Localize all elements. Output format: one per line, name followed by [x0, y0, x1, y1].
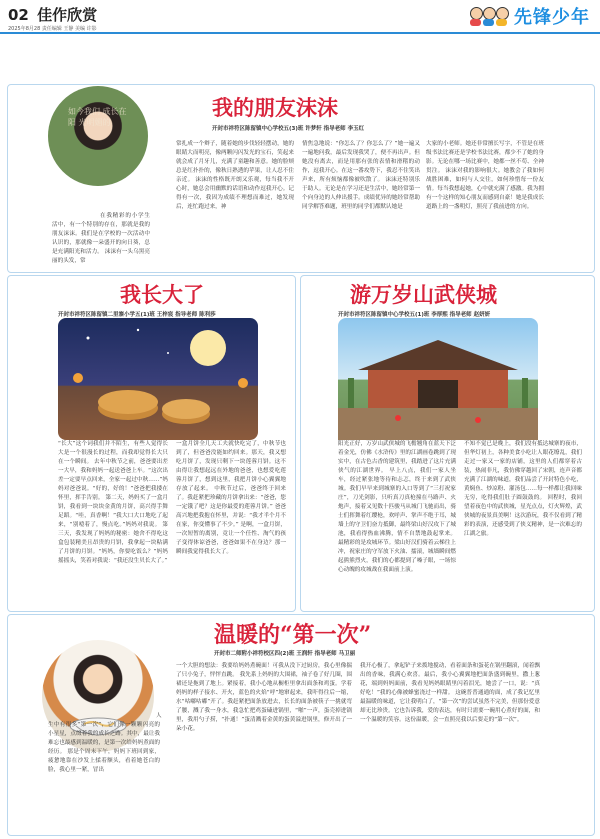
article-title: 温暖的“第一次”: [214, 622, 372, 648]
mooncake-illustration: [58, 318, 258, 440]
article-column: 大家的小老师。她还非常擅长写字，不管是在班级书法比赛还是学校书法比赛，都少不了她的身影。无论在哪一场比赛中，她都一丝不苟、全神贯注。 沫沫对我的影响很大。她教会了我如何战胜困难，如何与人交往，如何珍惜每一份友情。每当我想起她，心中就充满了感激。我为拥有一个这样的知心朋友而感到自豪！她是我成长道路上的一盏明灯，照亮了我前进的方向。: [426, 141, 544, 210]
brand-logo: [468, 3, 590, 29]
author-photo: [48, 86, 148, 186]
mooncake-icon: [58, 318, 258, 440]
article-column: 人生中有很多“第一次”，它们像一颗颗闪亮的小星星，点缀着我的成长之路。其中，最让我难忘也最感到温暖的，是第一次给妈妈煮面的经历。 那是个周末下午，妈妈下班回到家，疲惫地靠在沙发上揉着额头，看着她苍白的脸，我心里一紧，冒出: [48, 713, 162, 773]
article-byline: 开封市二师附小祥符校区四(2)班 王润轩 指导老师 马卫丽: [214, 651, 356, 657]
article-byline: 开封市祥符区陈留镇二里寨小学五(1)班 王梓宸 指导老师 陈利莎: [58, 312, 216, 318]
article-column: 一盒月饼全几天工夫就快吃完了，中秋节也到了，但爸爸没能如约回来。那天，我又想吃月饼了，发现只剩下一块莲蓉月饼。这不由得让我想起远在外地的爸爸，也想爱吃莲蓉月饼了，想到这里，我把月饼小心翼翼地存放了起来。 中秋节过后，爸爸终于回来了。我赶紧把珍藏的月饼拿出来：“爸爸，您一定饿了吧？这是你最爱的莲蓉月饼。” 爸爸高兴地把我抱在怀里，并说：“我才半个月不在家，你变懂事了不少。” 是啊，一盒月饼，一次短暂的离别，竟让一个任性、淘气的孩子变得体谅爸爸，爸爸如果不在身边？那一瞬间我觉得我长大了。: [176, 441, 286, 555]
article-title: 我的朋友沫沫: [212, 95, 338, 120]
article-byline: 开封市祥符区陈留镇中心学校五(1)班 李厚熙 指导老师 赵妍妍: [338, 312, 491, 318]
article-title: 我长大了: [120, 282, 204, 307]
article-column: 不知不觉已是晚上，我们没有抵达城寨的夜市，但华灯初上，各种美食小吃让人眼花缭乱，我们走过一家又一家的店铺，这里的人们都穿着古装，热闹非凡，我仿佛穿越回了宋朝，连声音都充满了江湖的味道，我们品尝了开封特色小吃，黄焖鱼、炒凉粉、灌汤包……每一样都让我回味无穷，吃得我们肚子圆鼓鼓的。 回程时，我回望着夜色中的武侠城，星光点点，灯火辉煌，武侠城的夜景真美啊！这次游玩，我不仅看到了精彩的表演，还感受到了侠义精神，是一次难忘的江湖之旅。: [464, 441, 582, 537]
photo-caption: 如今我们 成长在阳 光明媚的: [68, 107, 127, 127]
section-name: 佳作欣赏: [37, 6, 98, 24]
page-number: 02: [8, 6, 29, 24]
article-column: 常扎成一个辫子，随着她的步伐轻轻摆动，她的眼睛大而明亮，像两颗闪闪发光的宝石，笑起来就会成了月牙儿，充满了童趣和善意。她的脸颊总是红扑扑的，像秋日熟透的苹果，让人忍不住亲近。 沫沫的性格既开朗又乐观，每当我不开心时，她总会用幽默的话语和动作逗我开心。记得有一次，我因为成绩不理想而难过，她发现后，连忙跑过来，神: [176, 141, 294, 210]
article-column: 一个大胆的想法：我要给妈妈煮碗面！可我从没下过厨房，我心里像揣了只小兔子，怦怦直跳。 我先系上妈妈的大围裙，袖子卷了好几圈，围裙还是拖到了地上。紧接着，我小心地从橱柜里拿出面条和鸡蛋。学着妈妈的样子接水、开火，蓝色的火焰“呼”地窜起来，我吓得往后一缩，水“咕嘟咕嘟”开了。我赶紧把面条放进去，长长的面条被筷子一挑就弯了腰，溅了我一身水，我急忙把鸡蛋磕进锅里，“啪”一声，蛋壳掉进锅里，我用勺子捞，“扑通！”蛋清溅着金黄的蛋黄溢进锅里，修开出了一朵小花。: [176, 663, 352, 732]
article-column: “长大”这个词我们并不陌生，有些人觉得长大是一个很漫长的过程，而我却觉得长大只在一个瞬间。 去年中秋节之前，爸爸要出差一大早，我和妈妈一起送爸爸上车。“这次出差一定要早点回来，全家一起过中秋……”妈妈对爸爸说。“好的，好的！”爸爸把我搂在怀里，挥手告别。 第二天，妈妈买了一盒月饼，我看到一块块金黄的月饼，高兴得手舞足蹈。“哇，真香啊！”我大口大口地吃了起来，“别噎着了，慢点吃。”妈妈对我说。 第三天，我发现了妈妈的秘密：她舍不得吃这盒包装精美且昂贵的月饼，我拿起一块粘满了月饼的月饼。“妈妈，你要吃饭么？”妈妈摇摇头，笑着对我说：“我还没生贝长大了。”: [58, 441, 168, 564]
article-byline: 开封市祥符区陈留镇中心学校五(3)班 许梦轩 指导老师 李玉红: [212, 126, 365, 132]
page-header: [8, 4, 97, 25]
kids-cartoon-icon: [468, 5, 510, 27]
article-column: 我开心极了，拿起铲子来拨地搅动，看着面条和蛋花在锅里翻滚，闻着飘出的香味，我满心欢喜。最后，我小心翼翼地把面条盛到碗里，撒上葱花，端到妈妈面前，我看见妈妈眼睛里闪着泪光，她尝了一口，说：“真好吃！”我的心像被蜂蜜浇过一样甜。 这碗普普通通的面，成了我记忆里最温暖的味道，它让我明白了，“第一次”的尝试虽然不完美，但那份爱意却无比珍贵。它也告诉我，爱的表达，有时只需要一碗用心煮好的面，和一个温暖的笑容。这份温暖，会一直照亮我以后要走的“第一次”。: [360, 663, 540, 723]
article-title: 游万岁山武侠城: [350, 282, 497, 307]
castle-icon: [338, 318, 538, 440]
header-meta: 2025年8月28 责任编辑 王静 美编 许影: [8, 26, 97, 32]
article-column: 在我精彩的小学生活中，有一个特别的存在，那就是我的朋友沫沫。我们是在学校的一次活动中认识的，那就像一朵盛开的向日葵，总是充满阳光和活力。 沫沫有一头乌黑亮丽的头发，常: [52, 213, 150, 264]
brand-name: 先锋少年: [514, 7, 590, 28]
header-rule: [0, 32, 600, 34]
article-column: 阳光正好，万岁山武侠城的飞檐翘角在蓝天下泛着金光，仿佛《水浒传》里的江湖画卷跳到了现实中，在古色古香的建筑里，我踏进了这片充满侠气的江湖世界。 早上八点，我们一家人坐车，经过紧张地等待和忐忑，终于来到了武侠城。我们早早来到城寨的入口等到了“三打祝家庄”，刀光剑影，只听真刀真枪撞在马路声、火炮声，接着又见数十匹骏马从城门飞驰而出，骑士们挥舞着红缨枪，欢呼声、掌声不绝于耳，城墙上的守卫们奋力抵御，最终梁山好汉攻下了城池，我看得热血沸腾，情不自禁地鼓起掌来。 最精彩的是攻城环节。梁山好汉们骑着云梯往上冲，祝家庄的守军放下火油、擂滚，城墙瞬间燃起熊熊烈火，我们的心都提到了嗓子眼，一场惊心动魄的攻城战在我面前上演。: [338, 441, 456, 573]
article-column: 情焦急地说：“你怎么了？你怎么了？”她一遍又一遍地问我，最后发现我哭了，便不再出声。但她没有离去，而是用那有张的表情和滑稽的动作，逗我开心。在这一番攻势下，我忍不住笑出声来，所有烦恼都像被吹散了。 沫沫还特别乐于助人。无论是在学习还是生活中，她经常第一个向身边的人伸出援手。成绩优异的她经常帮助同学解答难题，班里的同学们都默认她是: [302, 141, 420, 210]
wuxia-city-illustration: [338, 318, 538, 440]
